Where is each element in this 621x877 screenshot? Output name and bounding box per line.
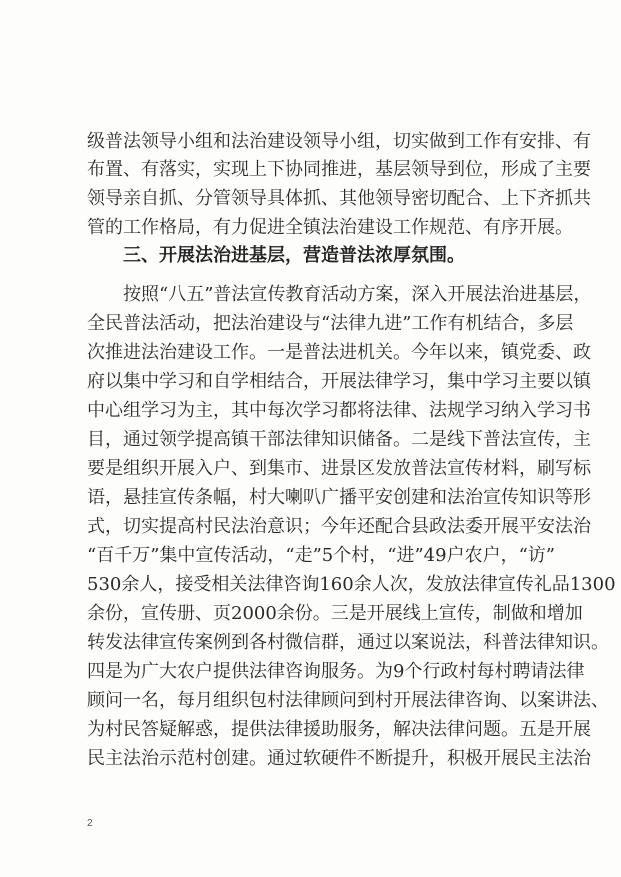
paragraph-line: “百千万”集中宣传活动，“走”5个村，“进”49户农户，“访” (87, 545, 555, 566)
paragraph-line: 布置、有落实，实现上下协同推进，基层领导到位，形成了主要 (87, 159, 591, 180)
paragraph-line: 语，悬挂宣传条幅，村大喇叭广播平安创建和法治宣传知识等形 (87, 487, 591, 508)
paragraph-line: 府以集中学习和自学相结合，开展法律学习，集中学习主要以镇 (87, 371, 591, 392)
paragraph-line: 目，通过领学提高镇干部法律知识储备。二是线下普法宣传，主 (87, 429, 591, 450)
paragraph-line: 顾问一名，每月组织包村法律顾问到村开展法律咨询、以案讲法、 (87, 690, 609, 711)
paragraph-line: 按照“八五”普法宣传教育活动方案，深入开展法治进基层， (123, 284, 592, 305)
paragraph-line: 式，切实提高村民法治意识；今年还配合县政法委开展平安法治 (87, 516, 591, 537)
page-number: 2 (87, 818, 93, 829)
paragraph-line: 为村民答疑解惑，提供法律援助服务，解决法律问题。五是开展 (87, 719, 591, 740)
paragraph-line: 次推进法治建设工作。一是普法进机关。今年以来，镇党委、政 (87, 342, 591, 363)
paragraph-line: 要是组织开展入户、到集市、进景区发放普法宣传材料，刷写标 (87, 458, 591, 479)
paragraph-line: 余份，宣传册、页2000余份。三是开展线上宣传，制做和增加 (87, 603, 583, 624)
paragraph-line: 转发法律宣传案例到各村微信群，通过以案说法，科普法律知识。 (87, 632, 609, 653)
paragraph-line: 全民普法活动，把法治建设与“法律九进”工作有机结合，多层 (87, 313, 574, 334)
paragraph-line: 领导亲自抓、分管领导具体抓、其他领导密切配合、上下齐抓共 (87, 188, 591, 209)
paragraph-line: 管的工作格局，有力促进全镇法治建设工作规范、有序开展。 (87, 217, 573, 238)
paragraph-line: 民主法治示范村创建。通过软硬件不断提升，积极开展民主法治 (87, 748, 591, 769)
paragraph-line: 中心组学习为主，其中每次学习都将法律、法规学习纳入学习书 (87, 400, 591, 421)
paragraph-line: 级普法领导小组和法治建设领导小组，切实做到工作有安排、有 (87, 131, 591, 152)
section-heading: 三、开展法治进基层，营造普法浓厚氛围。 (123, 245, 465, 266)
paragraph-line: 四是为广大农户提供法律咨询服务。为9个行政村每村聘请法律 (87, 661, 585, 682)
paragraph-line: 530余人，接受相关法律咨询160余人次，发放法律宣传礼品1300 (87, 574, 616, 595)
